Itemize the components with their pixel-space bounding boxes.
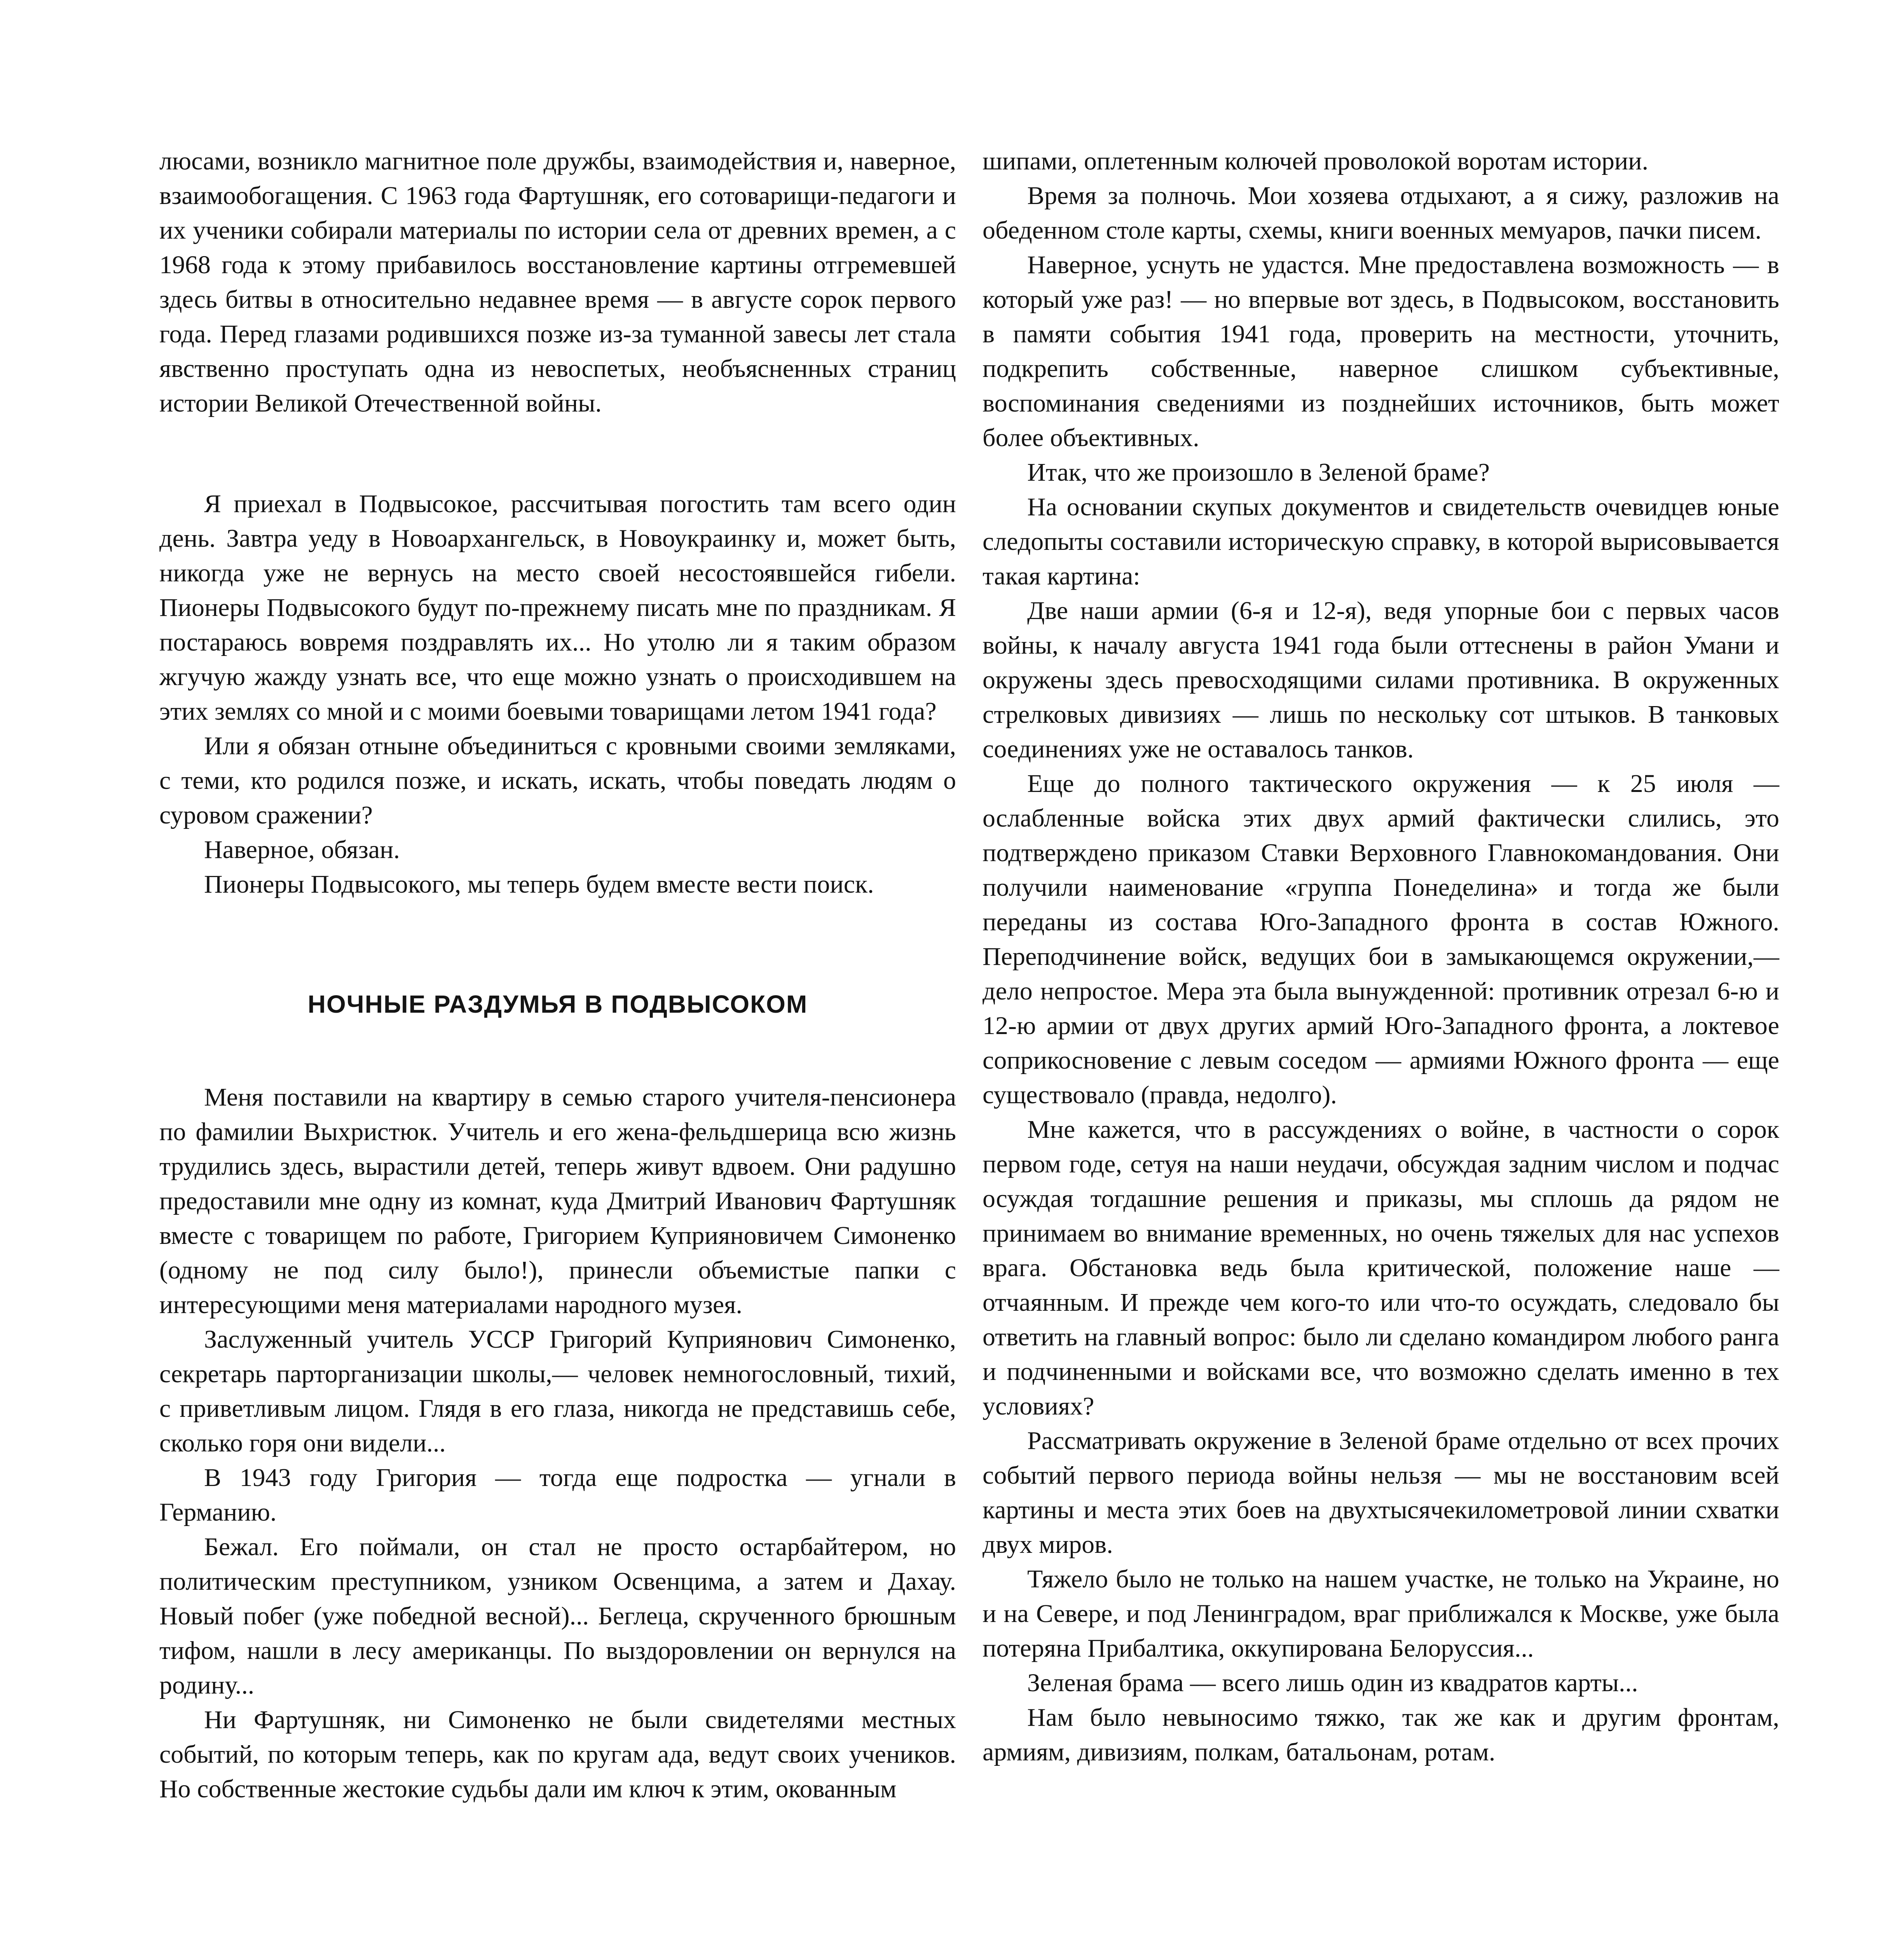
paragraph: Время за полночь. Мои хозяева отдыхают, а я сижу, разложив на обеденном столе карты, схемы, книги военных мемуаров, пачки писем. — [983, 181, 1779, 244]
paragraph: Наверное, уснуть не удастся. Мне предоставлена возможность — в который уже раз! — но впервые вот здесь, в Подвысоком, восстановить в памяти события 1941 года, проверить на местности, уточнить, подкрепить собственные, наверное слишком субъективные, воспоминания сведениями из позднейших источников, быть может более объективных. — [983, 251, 1779, 452]
paragraph: Рассматривать окружение в Зеленой браме отдельно от всех прочих событий первого периода войны нельзя — мы не восстановим всей картины и места этих боев на двухтысячекилометровой линии схватки двух миров. — [983, 1427, 1779, 1559]
paragraph: Я приехал в Подвысокое, рассчитывая погостить там всего один день. Завтра уеду в Новоархангельск, в Новоукраинку и, может быть, никогда уже не вернусь на место своей несостоявшейся гибели. Пионеры Подвысокого будут по-прежнему писать мне по праздникам. Я постараюсь вовремя поздравлять их... Но утолю ли я таким образом жгучую жажду узнать все, что еще можно узнать о происходившем на этих землях со мной и с моими боевыми товарищами летом 1941 года? — [159, 490, 956, 726]
paragraph: Нам было невыносимо тяжко, так же как и другим фронтам, армиям, дивизиям, полкам, батальонам, ротам. — [983, 1703, 1779, 1766]
paragraph: Итак, что же произошло в Зеленой браме? — [1027, 458, 1490, 487]
paragraph: В 1943 году Григория — тогда еще подростка — угнали в Германию. — [159, 1463, 956, 1526]
paragraph: Еще до полного тактического окружения — к 25 июля — ослабленные войска этих двух армий фактически слились, это подтверждено приказом Ставки Верховного Главнокомандования. Они получили наименование «группа Понеделина» и тогда же были переданы из состава Юго-Западного фронта в состав Южного. Переподчинение войск, ведущих бои в замыкающемся окружении,— дело непростое. Мера эта была вынужденной: противник отрезал 6-ю и 12-ю армии от двух других армий Юго-Западного фронта, а локтевое соприкосновение с левым соседом — армиями Южного фронта — еще существовало (правда, недолго). — [983, 769, 1779, 1109]
intro-paragraph: люсами, возникло магнитное поле дружбы, взаимодействия и, наверное, взаимообогащения. С 1963 года Фартушняк, его сотоварищи-педагоги и их ученики собирали материалы по истории села от древних времен, а с 1968 года к этому прибавилось восстановление картины отгремевшей здесь битвы в относительно недавнее время — в августе сорок первого года. Перед глазами родившихся позже из-за туманной завесы лет стала явственно проступать одна из невоспетых, необъясненных страниц истории Великой Отечественной войны. — [159, 147, 956, 417]
paragraph: Мне кажется, что в рассуждениях о войне, в частности о сорок первом годе, сетуя на наши неудачи, обсуждая задним числом и подчас осуждая тогдашние решения и приказы, мы сплошь да рядом не принимаем во внимание временных, но очень тяжелых для нас успехов врага. Обстановка ведь была критической, положение наше — отчаянным. И прежде чем кого-то или что-то осуждать, следовало бы ответить на главный вопрос: было ли сделано командиром любого ранга и подчиненными и войсками все, что возможно сделать именно в тех условиях? — [983, 1115, 1779, 1420]
paragraph: Пионеры Подвысокого, мы теперь будем вместе вести поиск. — [204, 870, 874, 898]
left-column — [159, 144, 956, 1806]
paragraph: Тяжело было не только на нашем участке, не только на Украине, но и на Севере, и под Ленинградом, враг приближался к Москве, уже была потеряна Прибалтика, оккупирована Белоруссия... — [983, 1565, 1779, 1662]
paragraph: Две наши армии (6-я и 12-я), ведя упорные бои с первых часов войны, к началу августа 1941 года были оттеснены в район Умани и окружены здесь превосходящими силами противника. В окруженных стрелковых дивизиях — лишь по нескольку сот штыков. В танковых соединениях уже не оставалось танков. — [983, 597, 1779, 763]
paragraph-spacer — [159, 420, 956, 487]
section-spacer — [159, 902, 956, 987]
paragraph: Бежал. Его поймали, он стал не просто остарбайтером, но политическим преступником, узником Освенцима, а затем и Дахау. Новый побег (уже победной весной)... Беглеца, скрученного брюшным тифом, нашли в лесу американцы. По выздоровлении он вернулся на родину... — [159, 1533, 956, 1699]
paragraph: На основании скупых документов и свидетельств очевидцев юные следопыты составили историческую справку, в которой вырисовывается такая картина: — [983, 493, 1779, 590]
paragraph: Заслуженный учитель УССР Григорий Куприянович Симоненко, секретарь парторганизации школы,— человек немногословный, тихий, с приветливым лицом. Глядя в его глаза, никогда не представишь себе, сколько горя они видели... — [159, 1325, 956, 1457]
section-title: НОЧНЫЕ РАЗДУМЬЯ В ПОДВЫСОКОМ — [307, 990, 808, 1018]
paragraph: шипами, оплетенным колючей проволокой воротам истории. — [983, 147, 1649, 175]
paragraph: Наверное, обязан. — [204, 835, 400, 864]
paragraph: Ни Фартушняк, ни Симоненко не были свидетелями местных событий, по которым теперь, как по кругам ада, ведут своих учеников. Но собственные жестокие судьбы дали им ключ к этим, окованным — [159, 1706, 956, 1803]
paragraph: Или я обязан отныне объединиться с кровными своими земляками, с теми, кто родился позже, и искать, искать, чтобы поведать людям о суровом сражении? — [159, 732, 956, 829]
paragraph: Зеленая брама — всего лишь один из квадратов карты... — [1027, 1669, 1638, 1697]
right-column — [983, 144, 1779, 1769]
paragraph: Меня поставили на квартиру в семью старого учителя-пенсионера по фамилии Выхристюк. Учитель и его жена-фельдшерица всю жизнь трудились здесь, вырастили детей, теперь живут вдвоем. Они радушно предоставили мне одну из комнат, куда Дмитрий Иванович Фартушняк вместе с товарищем по работе, Григорием Куприяновичем Симоненко (одному не под силу было!), принесли объемистые папки с интересующими меня материалами народного музея. — [159, 1083, 956, 1319]
